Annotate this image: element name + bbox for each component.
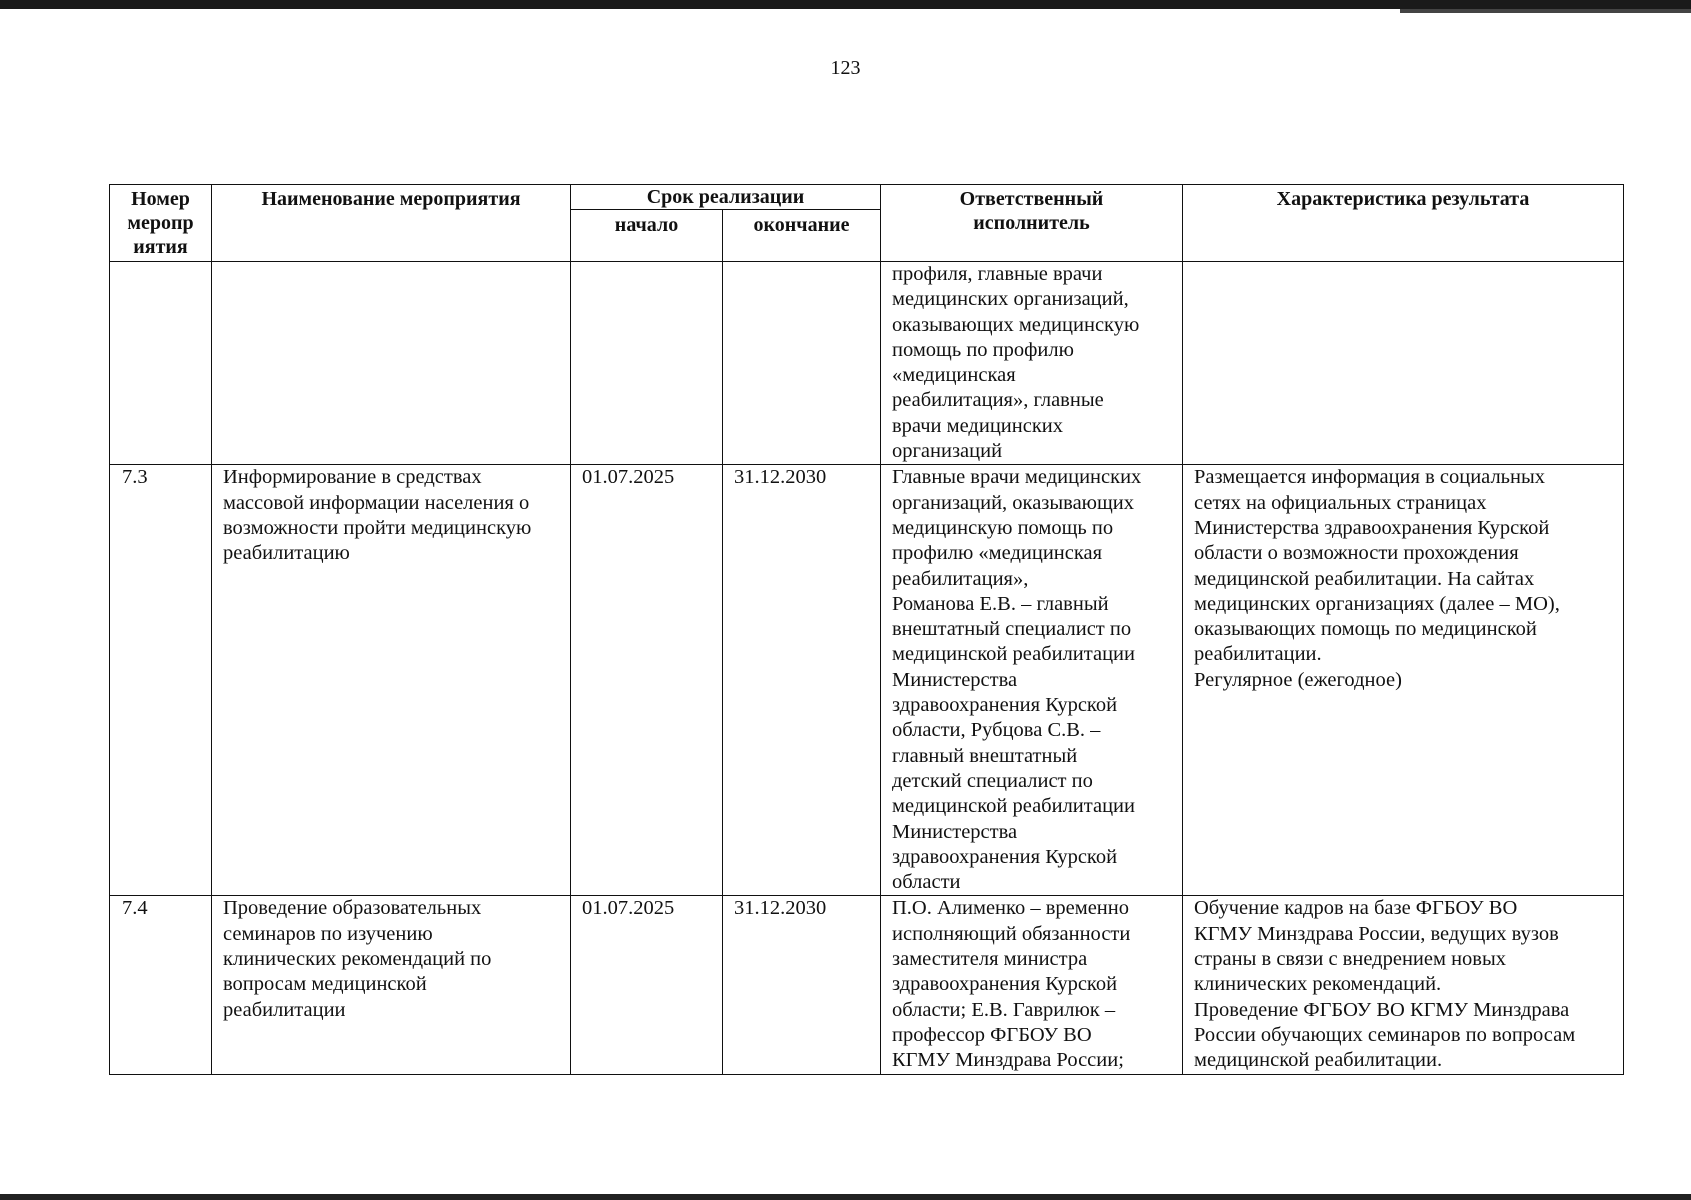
table-header [110,185,1624,262]
cell-name [212,262,571,465]
table-row [110,896,1624,1074]
header-end: окончание [723,210,881,262]
table-row [110,465,1624,896]
header-responsible: Ответственный исполнитель [881,185,1183,262]
header-start: начало [571,210,723,262]
header-period: Срок реализации [571,185,881,210]
header-row-top [110,185,1624,210]
table-row [110,262,1624,465]
cell-end [723,262,881,465]
cell-result: Размещается информация в социальных сетях на официальных страницах Министерства здравоохранения Курской области о возможности прохождения медицинской реабилитации. На сайтах медицинских организациях (далее – МО), оказывающих помощь по медицинской реабилитации. Регулярное (ежегодное) [1183,465,1624,896]
cell-name: Проведение образовательных семинаров по изучению клинических рекомендаций по вопросам медицинской реабилитации [212,896,571,1074]
cell-name: Информирование в средствах массовой информации населения о возможности пройти медицинскую реабилитацию [212,465,571,896]
cell-start [571,262,723,465]
cell-end: 31.12.2030 [723,465,881,896]
scan-edge-top [0,0,1691,9]
cell-responsible: профиля, главные врачи медицинских организаций, оказывающих медицинскую помощь по профилю «медицинская реабилитация», главные врачи медицинских организаций [881,262,1183,465]
cell-start: 01.07.2025 [571,465,723,896]
scan-edge-bottom [0,1194,1691,1200]
header-result: Характеристика результата [1183,185,1624,262]
activity-plan-table [109,184,1624,1075]
cell-number [110,262,212,465]
cell-result: Обучение кадров на базе ФГБОУ ВО КГМУ Минздрава России, ведущих вузов страны в связи с внедрением новых клинических рекомендаций. Проведение ФГБОУ ВО КГМУ Минздрава России обучающих семинаров по вопросам медицинской реабилитации. [1183,896,1624,1074]
cell-result [1183,262,1624,465]
cell-start: 01.07.2025 [571,896,723,1074]
cell-number: 7.4 [110,896,212,1074]
header-name: Наименование мероприятия [212,185,571,262]
scan-edge-top-fade [1400,9,1691,13]
cell-responsible: П.О. Алименко – временно исполняющий обязанности заместителя министра здравоохранения Курской области; Е.В. Гаврилюк – профессор ФГБОУ ВО КГМУ Минздрава России; [881,896,1183,1074]
cell-end: 31.12.2030 [723,896,881,1074]
page-number: 123 [830,57,861,79]
header-number: Номер меропр иятия [110,185,212,262]
cell-number: 7.3 [110,465,212,896]
table-body [110,262,1624,1075]
cell-responsible: Главные врачи медицинских организаций, оказывающих медицинскую помощь по профилю «медицинская реабилитация», Романова Е.В. – главный внештатный специалист по медицинской реабилитации Министерства здравоохранения Курской области, Рубцова С.В. – главный внештатный детский специалист по медицинской реабилитации Министерства здравоохранения Курской области [881,465,1183,896]
